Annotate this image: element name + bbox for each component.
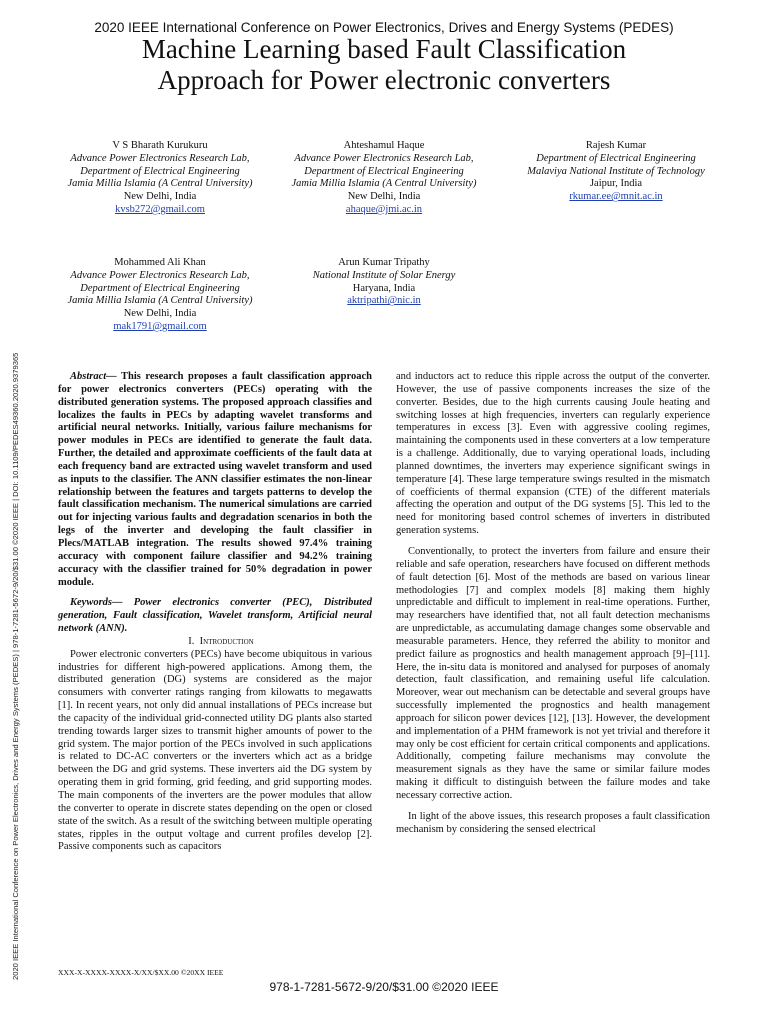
author-name: Mohammed Ali Khan (114, 257, 206, 268)
body-paragraph-2: Conventionally, to protect the inverters from failure and ensure their reliable and safe operation, researchers have focused on different methods of fault detection [6]. Most of the methods are based on various linear methodologies [7] and complex models [8] making them highly unpredictable and difficult to implement in real-time operations. Further, may researchers have identified that, not all fault detection mechanisms are unpredictable, as accumulating damage changes some observable and measurable parameters. Hence, they referred the ability to monitor and predict failure as prognostics and health management approach [9]–[11]. Here, the in-situ data is monitored and analysed for purposes of anomaly detection, fault classification, and remaining useful life calculation. Moreover, wear out mechanism can be detectable and several groups have successfully implemented the prognostics and health management approach for silicon power devices [12], [13]. However, the development and implementation of a PHM framework is not yet trivial and therefore it may only be cost efficient for certain critical components and applications. Additionally, competing failure mechanisms may convolute the measurement signals as they have the same or similar failure modes making it difficult to distinguish between the failure modes and take necessary corrective action. (396, 545, 710, 801)
author-name: Ahteshamul Haque (343, 140, 425, 151)
author-block-4 (50, 257, 270, 334)
section-number: I. (188, 635, 195, 647)
keywords-text: Power electronics converter (PEC), Distributed generation, Fault classification, Wavelet transform, Artificial neural network (ANN). (58, 597, 372, 635)
section-heading-introduction (58, 636, 372, 649)
author-block-3 (506, 140, 726, 204)
author-email-link[interactable]: mak1791@gmail.com (113, 320, 207, 332)
author-city: New Delhi, India (123, 308, 197, 320)
author-block-5 (274, 257, 494, 308)
author-name: V S Bharath Kurukuru (112, 140, 208, 151)
body-paragraph-1: and inductors act to reduce this ripple across the output of the converter. However, the use of passive components increases the size of the converter. Besides, due to the high currents causing Joule heating and switching losses at high frequencies, inverters can regularly experience temperatures in excess [3]. Even with aggressive cooling regimes, maintaining the components used in these converters at a low temperature is a challenge. Additionally, due to varying operational loads, including planned downtimes, the inverters may experience significant swings in temperature [4]. These large temperature swings resulted in the mismatch of coefficients of thermal expansion (CTE) of the different materials affecting the operation and output of the DG systems [5]. This led to the need for monitoring based control schemes of inverters in distributed generation systems. (396, 371, 710, 537)
author-affiliation: Advance Power Electronics Research Lab, Department of Electrical Engineering (294, 152, 474, 177)
author-affiliation: Advance Power Electronics Research Lab, Department of Electrical Engineering (70, 269, 250, 294)
left-column (58, 371, 372, 854)
author-affiliation: Jamia Millia Islamia (A Central University) (291, 178, 477, 190)
paper-title (40, 34, 728, 96)
abstract-text: This research proposes a fault classification approach for power electronics converters (PECs) operating with the distributed generation systems. The proposed approach classifies and localizes the faults in PECs by adapting wavelet transforms and artificial neural networks. Initially, various failure mechanisms for power modules in PECs are identified to generate the fault data. Further, the detailed and approximate coefficients of the fault data at each frequency band are extracted using wavelet transform and used as inputs to the classifier. The ANN classifier estimates the non-linear relationship between the features and targets patterns to develop the fault classification mechanism. The numerical simulations are carried out for injecting various faults and degradation scenarios in both the legs of the inverter and developing the fault classifier in Plecs/MATLAB integration. The results showed 97.4% training accuracy with component failure classifier and 94.2% training accuracy with the classifier trained for 50% degradation in power module. (58, 371, 372, 588)
conference-header: 2020 IEEE International Conference on Power Electronics, Drives and Energy Systems (PEDES) (94, 20, 674, 35)
side-citation-text: 2020 IEEE International Conference on Power Electronics, Drives and Energy Systems (PEDES) | 978-1-7281-5672-9/20/$31.00 ©2020 IEEE | DOI: 10.1109/PEDES49360.2020.9379365 (11, 352, 20, 980)
abstract (58, 371, 372, 589)
author-email-link[interactable]: kvsb272@gmail.com (115, 203, 205, 215)
author-city: New Delhi, India (123, 191, 197, 203)
author-name: Arun Kumar Tripathy (338, 257, 430, 268)
author-city: Haryana, India (352, 282, 416, 294)
author-block-1 (50, 140, 270, 217)
right-column (396, 371, 710, 837)
author-city: New Delhi, India (347, 191, 421, 203)
section-title: Introduction (199, 635, 254, 647)
author-city: Jaipur, India (589, 178, 643, 190)
author-affiliation: National Institute of Solar Energy (312, 269, 456, 281)
page-footer: 978-1-7281-5672-9/20/$31.00 ©2020 IEEE (269, 980, 499, 994)
author-name: Rajesh Kumar (585, 140, 647, 151)
author-affiliation: Department of Electrical Engineering (536, 152, 696, 164)
title-line-1: Machine Learning based Fault Classification (141, 34, 627, 64)
author-affiliation: Advance Power Electronics Research Lab, Department of Electrical Engineering (70, 152, 250, 177)
copyright-footnote: XXX-X-XXXX-XXXX-X/XX/$XX.00 ©20XX IEEE (58, 968, 224, 977)
author-email-link[interactable]: ahaque@jmi.ac.in (345, 203, 423, 215)
author-affiliation: Jamia Millia Islamia (A Central University) (67, 295, 253, 307)
title-line-2: Approach for Power electronic converters (157, 65, 611, 95)
author-email-link[interactable]: rkumar.ee@mnit.ac.in (569, 191, 663, 203)
keywords (58, 597, 372, 636)
intro-paragraph-1: Power electronic converters (PECs) have become ubiquitous in various industries for different high-powered applications. Among them, the distributed generation (DG) systems are considered as the major consumers with converter ratings ranging from kilowatts to megawatts [1]. In recent years, not only did annual installations of PECs increase but the capacity of the individual grid-connected utility DG plants also started trending towards larger sizes to transmit higher amounts of power to the grid system. The major portion of the PECs involved in such applications is related to DC-AC converters or the inverters which act as a bridge between the DG and grid systems. These inverters aid the DG system by operating them in grid forming, grid feeding, and grid supporting modes. The main components of the inverters are the power modules that allow the converter to operate in discrete states depending on the open or closed state of the switch. As a result of the switching between multiple operating states, ripples in the output voltage and current profiles develop [2]. Passive components such as capacitors (58, 648, 372, 853)
author-affiliation: Jamia Millia Islamia (A Central University) (67, 178, 253, 190)
author-affiliation: Malaviya National Institute of Technology (527, 165, 705, 177)
keywords-label: Keywords— (70, 597, 123, 609)
author-email-link[interactable]: aktripathi@nic.in (347, 295, 421, 307)
abstract-label: Abstract— (70, 371, 117, 382)
author-block-2 (274, 140, 494, 217)
body-paragraph-3: In light of the above issues, this research proposes a fault classification mechanism by considering the sensed electrical (396, 810, 710, 835)
